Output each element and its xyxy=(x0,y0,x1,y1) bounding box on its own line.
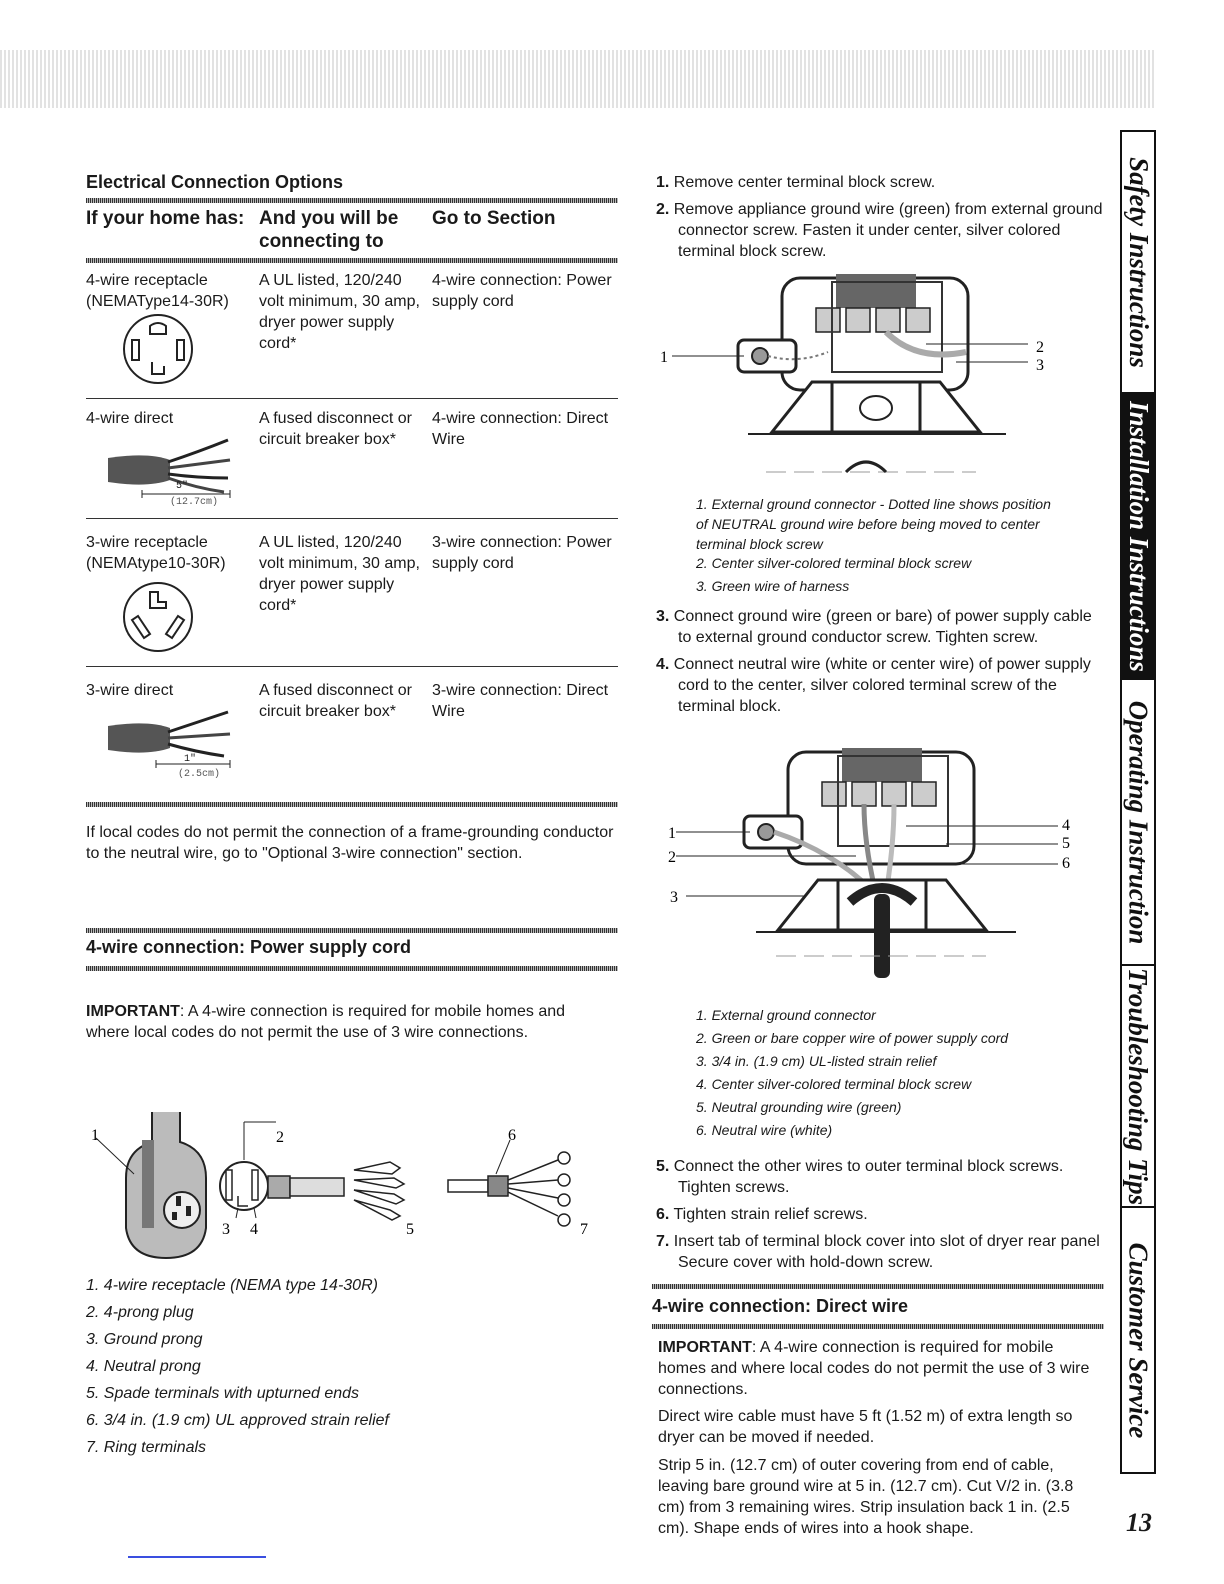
row3-section: 3-wire connection: Power supply cord xyxy=(432,534,612,572)
rule xyxy=(86,966,618,971)
step-5: 5. Connect the other wires to outer terminal block screws. Tighten screws. xyxy=(656,1158,1064,1196)
row2-connect: A fused disconnect or circuit breaker box* xyxy=(259,410,412,448)
callout-5: 5 xyxy=(406,1221,414,1238)
step-3: 3. Connect ground wire (green or bare) of power supply cable to external ground conductor screw. Tighten screw. xyxy=(656,608,1092,646)
fig2-callout-2: 2 xyxy=(668,849,676,866)
fig1-legend-1: 1. External ground connector - Dotted line shows position of NEUTRAL ground wire before being moved to center terminal block screw xyxy=(696,496,1051,552)
steps-5-7 xyxy=(656,1156,1110,1273)
rule xyxy=(86,802,618,807)
fig2-callout-5: 5 xyxy=(1062,835,1070,852)
callout-4: 4 xyxy=(250,1221,258,1238)
terminal-block-diagram-2 xyxy=(656,744,1086,984)
callout-2: 2 xyxy=(276,1129,284,1146)
options-title: Electrical Connection Options xyxy=(86,172,344,192)
terminal-block-diagram-1 xyxy=(656,272,1056,488)
dim-12-7cm: (12.7cm) xyxy=(170,497,219,508)
rule xyxy=(86,198,618,203)
cord-important xyxy=(86,1001,606,1043)
legend-item: 1. 4-wire receptacle (NEMA type 14-30R) xyxy=(86,1277,378,1294)
header-band xyxy=(0,50,1156,108)
power-cord-diagram xyxy=(86,1100,606,1260)
row4-home: 3-wire direct xyxy=(86,682,174,699)
dim-2-5cm: (2.5cm) xyxy=(178,769,221,780)
important-text: : A 4-wire connection is required for mobile homes and where local codes do not permit the use of 3 wire connections. xyxy=(86,1003,566,1041)
tab-safety-instructions[interactable]: Safety Instructions xyxy=(1122,132,1154,394)
dim-1in: 1" xyxy=(184,754,197,765)
fig1-legend-2: 2. Center silver-colored terminal block screw xyxy=(696,555,972,571)
legend-item: 5. Spade terminals with upturned ends xyxy=(86,1385,360,1402)
step-1: 1. Remove center terminal block screw. xyxy=(656,174,936,191)
direct-section-title: 4-wire connection: Direct wire xyxy=(652,1296,909,1316)
dim-5in: 5" xyxy=(176,481,189,492)
legend-item: 7. Ring terminals xyxy=(86,1439,207,1456)
cord-legend xyxy=(86,1272,606,1461)
fig2-legend xyxy=(696,1004,1096,1142)
legend-item: 3. 3/4 in. (1.9 cm) UL-listed strain relief xyxy=(696,1053,937,1069)
fig1-callout-2: 2 xyxy=(1036,339,1044,356)
tab-installation-instructions[interactable]: Installation Instructions xyxy=(1122,394,1154,680)
page-number: 13 xyxy=(1126,1508,1152,1537)
fig2-callout-6: 6 xyxy=(1062,855,1070,872)
rule xyxy=(86,258,618,263)
rule xyxy=(652,1324,1104,1329)
callout-3: 3 xyxy=(222,1221,230,1238)
important-text: : A 4-wire connection is required for mobile homes and where local codes do not permit the use of 3 wire connections. xyxy=(658,1339,1090,1398)
callout-7: 7 xyxy=(580,1221,588,1238)
rule xyxy=(86,398,618,399)
tab-operating-instruction[interactable]: Operating Instruction xyxy=(1122,680,1154,966)
step-4: 4. Connect neutral wire (white or center wire) of power supply cord to the center, silver colored terminal screw of the terminal block. xyxy=(656,656,1091,715)
fig1-callout-1: 1 xyxy=(660,349,668,366)
tab-troubleshooting-tips[interactable]: Troubleshooting Tips xyxy=(1122,966,1154,1208)
fig2-callout-1: 1 xyxy=(668,825,676,842)
row1-section: 4-wire connection: Power supply cord xyxy=(432,272,612,310)
side-tabs xyxy=(1120,130,1156,1474)
direct-important xyxy=(658,1337,1104,1400)
legend-item: 1. External ground connector xyxy=(696,1007,876,1023)
important-label: IMPORTANT xyxy=(86,1003,180,1020)
col-head-home: If your home has: xyxy=(86,208,245,229)
direct-wire-3-icon xyxy=(102,708,242,776)
important-label: IMPORTANT xyxy=(658,1339,752,1356)
fig1-legend-3: 3. Green wire of harness xyxy=(696,578,850,594)
rule xyxy=(86,666,618,667)
receptacle-3wire-icon xyxy=(112,580,204,654)
step-2: 2. Remove appliance ground wire (green) from external ground connector screw. Fasten it under center, silver colored terminal block screw. xyxy=(656,201,1103,260)
rule xyxy=(86,518,618,519)
legend-item: 3. Ground prong xyxy=(86,1331,203,1348)
cord-section-title: 4-wire connection: Power supply cord xyxy=(86,937,412,957)
steps-3-4 xyxy=(656,606,1106,717)
row3-home: 3-wire receptacle (NEMAtype10-30R) xyxy=(86,534,226,572)
steps-1-2 xyxy=(656,172,1106,262)
row4-section: 3-wire connection: Direct Wire xyxy=(432,682,609,720)
row2-section: 4-wire connection: Direct Wire xyxy=(432,410,609,448)
legend-item: 4. Center silver-colored terminal block screw xyxy=(696,1076,972,1092)
legend-item: 5. Neutral grounding wire (green) xyxy=(696,1099,902,1115)
fig1-callout-3: 3 xyxy=(1036,357,1044,374)
tab-customer-service[interactable]: Customer Service xyxy=(1123,1242,1154,1438)
step-6: 6. Tighten strain relief screws. xyxy=(656,1206,868,1223)
legend-item: 6. 3/4 in. (1.9 cm) UL approved strain relief xyxy=(86,1412,389,1429)
local-codes-note: If local codes do not permit the connection of a frame-grounding conductor to the neutral wire, go to "Optional 3-wire connection" section. xyxy=(86,824,614,862)
col-head-section: Go to Section xyxy=(432,208,556,229)
legend-item: 2. 4-prong plug xyxy=(86,1304,194,1321)
row3-connect: A UL listed, 120/240 volt minimum, 30 amp, dryer power supply cord* xyxy=(259,534,420,614)
legend-item: 2. Green or bare copper wire of power supply cord xyxy=(696,1030,1009,1046)
row4-connect: A fused disconnect or circuit breaker box* xyxy=(259,682,412,720)
legend-item: 4. Neutral prong xyxy=(86,1358,201,1375)
rule xyxy=(86,928,618,933)
rule xyxy=(652,1284,1104,1289)
callout-1: 1 xyxy=(91,1127,99,1144)
receptacle-4wire-icon xyxy=(112,312,204,386)
row2-home: 4-wire direct xyxy=(86,410,174,427)
fig2-callout-4: 4 xyxy=(1062,817,1070,834)
row1-connect: A UL listed, 120/240 volt minimum, 30 amp, dryer power supply cord* xyxy=(259,272,420,352)
direct-para-2: Strip 5 in. (12.7 cm) of outer covering from end of cable, leaving bare ground wire at 5 in. (12.7 cm). Cut V/2 in. (3.8 cm) from 3 remaining wires. Strip insulation back 1 in. (2.5 cm). Shape ends of wires into a hook shape. xyxy=(658,1457,1074,1537)
direct-para-1: Direct wire cable must have 5 ft (1.52 m) of extra length so dryer can be moved if needed. xyxy=(658,1408,1073,1446)
fig2-callout-3: 3 xyxy=(670,889,678,906)
callout-6: 6 xyxy=(508,1127,516,1144)
col-head-connect: And you will be connecting to xyxy=(259,208,399,252)
footer-link-line xyxy=(128,1556,266,1558)
legend-item: 6. Neutral wire (white) xyxy=(696,1122,833,1138)
row1-home: 4-wire receptacle (NEMAType14-30R) xyxy=(86,272,229,310)
step-7: 7. Insert tab of terminal block cover into slot of dryer rear panel Secure cover with hold-down screw. xyxy=(656,1233,1100,1271)
